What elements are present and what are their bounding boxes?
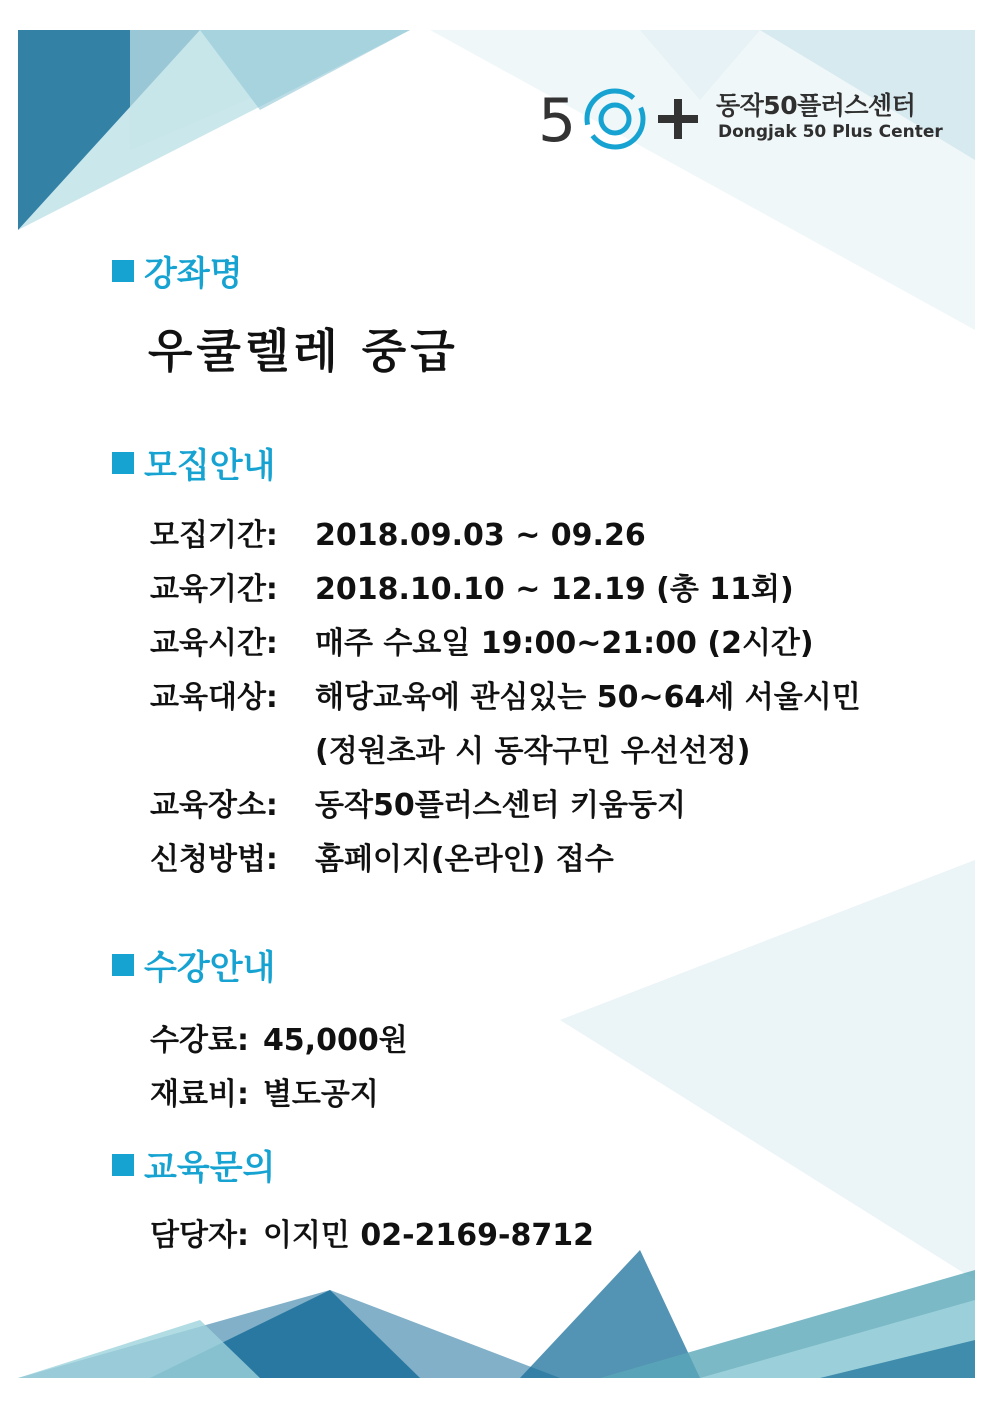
- info-row-edu-period: [150, 564, 794, 608]
- center-logo: [538, 84, 958, 154]
- course-title: 우쿨렐레 중급: [148, 324, 459, 378]
- info-label: 신청방법:: [150, 842, 278, 877]
- section-heading-label: 교육문의: [144, 1148, 276, 1188]
- logo-50plus-icon: [538, 84, 703, 154]
- info-row-tuition: [150, 1015, 408, 1059]
- info-label: 교육대상:: [150, 680, 278, 715]
- square-bullet-icon: [112, 954, 134, 976]
- square-bullet-icon: [112, 1154, 134, 1176]
- section-heading-course: [112, 246, 243, 295]
- info-value: 2018.10.10 ~ 12.19 (총 11회): [315, 572, 794, 607]
- section-heading-label: 수강안내: [144, 948, 276, 988]
- info-value: 45,000원: [262, 1023, 408, 1058]
- section-heading-fee: [112, 940, 275, 989]
- info-row-edu-time: [150, 618, 814, 662]
- info-label: 교육시간:: [150, 626, 278, 661]
- logo-name-korean: 동작50플러스센터: [716, 91, 916, 120]
- info-row-edu-place: [150, 780, 686, 824]
- svg-text:5: 5: [538, 86, 577, 154]
- square-bullet-icon: [112, 260, 134, 282]
- logo-name-english: Dongjak 50 Plus Center: [718, 122, 943, 142]
- section-heading-label: 모집안내: [144, 446, 276, 486]
- info-label: 담당자:: [150, 1218, 249, 1253]
- info-row-edu-target-note: (정원초과 시 동작구민 우선선정): [315, 734, 751, 769]
- info-row-recruit-period: [150, 510, 646, 554]
- info-row-apply-method: [150, 834, 614, 878]
- section-heading-label: 강좌명: [144, 254, 243, 294]
- section-heading-contact: [112, 1140, 275, 1189]
- info-label: 교육기간:: [150, 572, 278, 607]
- deco-triangle: [560, 860, 975, 1280]
- info-label: 모집기간:: [150, 518, 278, 553]
- info-value: 홈페이지(온라인) 접수: [315, 842, 614, 877]
- info-label: 교육장소:: [150, 788, 278, 823]
- info-row-edu-target: [150, 672, 861, 716]
- info-value: 별도공지: [262, 1077, 379, 1112]
- section-heading-recruit: [112, 438, 275, 487]
- info-value: 2018.09.03 ~ 09.26: [315, 518, 646, 553]
- info-row-contact-person: [150, 1210, 594, 1254]
- info-row-material-fee: [150, 1069, 379, 1113]
- info-label: 수강료:: [150, 1023, 249, 1058]
- info-label: 재료비:: [150, 1077, 249, 1112]
- info-value: 동작50플러스센터 키움둥지: [315, 788, 686, 823]
- info-value: 해당교육에 관심있는 50~64세 서울시민: [315, 680, 861, 715]
- square-bullet-icon: [112, 452, 134, 474]
- info-value: 이지민 02-2169-8712: [262, 1218, 594, 1253]
- info-value: 매주 수요일 19:00~21:00 (2시간): [315, 626, 814, 661]
